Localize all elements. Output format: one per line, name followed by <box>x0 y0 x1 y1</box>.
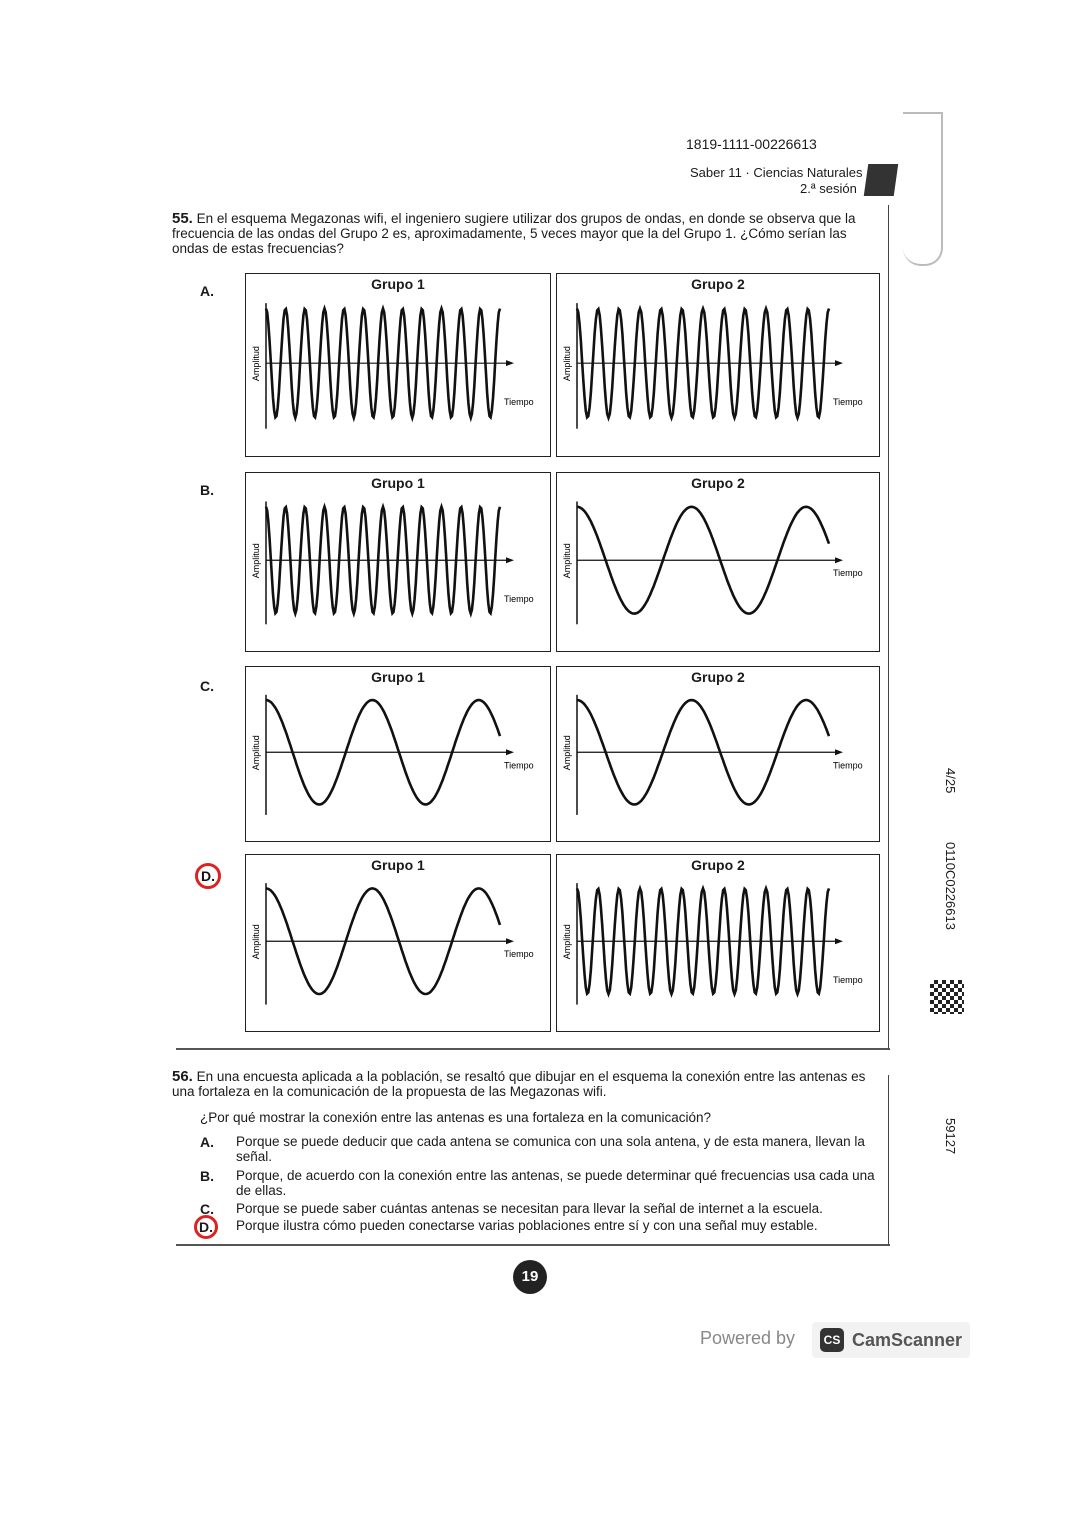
option-text[interactable]: Porque, de acuerdo con la conexión entre las antenas, se puede determinar qué frecuencias usa cada una de ellas. <box>236 1168 875 1198</box>
question-56-prompt: ¿Por qué mostrar la conexión entre las antenas es una fortaleza en la comunicación? <box>200 1110 712 1125</box>
panel-title: Grupo 2 <box>691 857 745 873</box>
side-booklet-code: 0110C0226613 <box>943 842 958 930</box>
wave-graph <box>246 855 550 1031</box>
option-letter[interactable]: B. <box>200 1168 214 1184</box>
panel-title: Grupo 1 <box>371 276 425 292</box>
wave-graph <box>557 274 879 456</box>
border-right <box>888 205 889 1050</box>
x-axis-arrow <box>835 749 843 755</box>
wave-graph <box>246 667 550 841</box>
wave-panel-2 <box>556 854 880 1032</box>
option-letter[interactable]: A. <box>200 283 214 299</box>
wave-panel-1 <box>245 472 551 652</box>
wave-panel-2 <box>556 273 880 457</box>
x-axis-label: Tiempo <box>833 568 863 579</box>
question-55: 55. En el esquema Megazonas wifi, el ingeniero sugiere utilizar dos grupos de ondas, en donde se observa que la frecuencia de las ondas del Grupo 2 es, aproximadamente, 5 veces mayor que la del Grupo 1. ¿Cómo serían las ondas de estas frecuencias? <box>172 210 856 256</box>
option-letter[interactable]: C. <box>200 678 214 694</box>
y-axis-label: Amplitud <box>251 924 261 960</box>
logo-icon <box>864 164 898 196</box>
y-axis-label: Amplitud <box>251 346 261 382</box>
option-text[interactable]: Porque se puede deducir que cada antena se comunica con una sola antena, y de esta manera, llevan la señal. <box>236 1134 865 1164</box>
side-code: 59127 <box>943 1118 958 1155</box>
panel-title: Grupo 2 <box>691 475 745 491</box>
option-text[interactable]: Porque se puede saber cuántas antenas se necesitan para llevar la señal de internet a la escuela. <box>236 1201 823 1216</box>
x-axis-label: Tiempo <box>504 397 534 408</box>
wave-graph <box>246 274 550 456</box>
wave-graph <box>557 667 879 841</box>
question-56-text: En una encuesta aplicada a la población, se resaltó que dibujar en el esquema la conexión entre las antenas es una fortaleza en la comunicación de la propuesta de las Megazonas wifi. <box>172 1069 866 1099</box>
divider <box>176 1048 890 1050</box>
panel-title: Grupo 1 <box>371 475 425 491</box>
exam-title: Saber 11 · Ciencias Naturales <box>690 165 863 180</box>
wave-graph <box>557 473 879 651</box>
x-axis-label: Tiempo <box>833 760 863 771</box>
wave-graph <box>557 855 879 1031</box>
wave-graph <box>246 473 550 651</box>
option-letter[interactable]: D. <box>194 1215 218 1239</box>
border-right <box>888 1075 889 1245</box>
camscanner-logo-icon: CS <box>820 1328 844 1352</box>
option-text[interactable]: Porque ilustra cómo pueden conectarse varias poblaciones entre sí y con una señal muy estable. <box>236 1218 818 1233</box>
option-letter[interactable]: D. <box>195 863 221 889</box>
y-axis-label: Amplitud <box>562 735 572 771</box>
panel-title: Grupo 1 <box>371 669 425 685</box>
booklet-code: 1819-1111-00226613 <box>686 136 817 152</box>
x-axis-label: Tiempo <box>504 594 534 605</box>
paperclip-icon <box>903 112 943 266</box>
session-label: 2.ª sesión <box>800 181 857 196</box>
x-axis-label: Tiempo <box>833 975 863 986</box>
wave-panel-2 <box>556 472 880 652</box>
qr-code-icon <box>930 980 964 1014</box>
x-axis-arrow <box>506 557 514 563</box>
panel-title: Grupo 2 <box>691 669 745 685</box>
camscanner-brand: CamScanner <box>852 1330 963 1350</box>
x-axis-arrow <box>506 749 514 755</box>
powered-by: Powered by <box>700 1328 796 1348</box>
x-axis-label: Tiempo <box>504 760 534 771</box>
x-axis-arrow <box>835 938 843 944</box>
page-number: 19 <box>513 1260 547 1294</box>
option-letter[interactable]: A. <box>200 1134 214 1150</box>
x-axis-arrow <box>506 938 514 944</box>
wave-panel-2 <box>556 666 880 842</box>
x-axis-label: Tiempo <box>833 397 863 408</box>
page-fraction: 4/25 <box>943 768 958 794</box>
y-axis-label: Amplitud <box>562 924 572 960</box>
y-axis-label: Amplitud <box>562 346 572 382</box>
panel-title: Grupo 2 <box>691 276 745 292</box>
x-axis-label: Tiempo <box>504 949 534 960</box>
panel-title: Grupo 1 <box>371 857 425 873</box>
divider <box>176 1244 890 1246</box>
option-letter[interactable]: B. <box>200 482 214 498</box>
wave-panel-1 <box>245 666 551 842</box>
y-axis-label: Amplitud <box>251 543 261 579</box>
wave-panel-1 <box>245 854 551 1032</box>
option-letter[interactable]: C. <box>200 1201 214 1217</box>
y-axis-label: Amplitud <box>562 543 572 579</box>
x-axis-arrow <box>506 360 514 366</box>
y-axis-label: Amplitud <box>251 735 261 771</box>
wave-panel-1 <box>245 273 551 457</box>
question-56: 56. En una encuesta aplicada a la población, se resaltó que dibujar en el esquema la conexión entre las antenas es una fortaleza en la comunicación de la propuesta de las Megazonas wifi. <box>172 1068 866 1099</box>
question-55-text: En el esquema Megazonas wifi, el ingeniero sugiere utilizar dos grupos de ondas, en donde se observa que la frecuencia de las ondas del Grupo 2 es, aproximadamente, 5 veces mayor que la del Grupo 1. ¿Cómo serían las ondas de estas frecuencias? <box>172 211 856 256</box>
x-axis-arrow <box>835 557 843 563</box>
camscanner-badge <box>812 1322 970 1358</box>
x-axis-arrow <box>835 360 843 366</box>
